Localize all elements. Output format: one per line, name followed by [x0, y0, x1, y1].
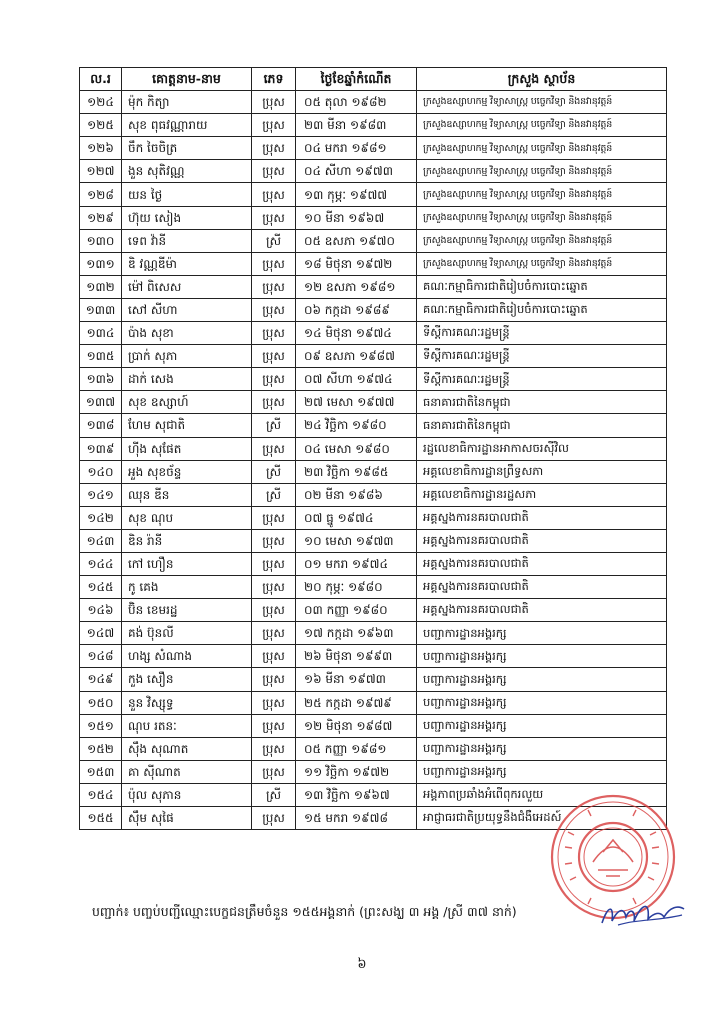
table-row — [80, 714, 667, 737]
cell-name: កៅ ហឿន — [122, 552, 252, 575]
cell-institution: ទីស្តីការគណៈរដ្ឋមន្ត្រី — [417, 345, 667, 368]
table-row — [80, 368, 667, 391]
header-sex: ភេទ — [252, 68, 296, 91]
table-row — [80, 599, 667, 622]
cell-number: ១៥១ — [80, 714, 122, 737]
cell-sex: ស្រី — [252, 229, 296, 252]
table-row — [80, 737, 667, 760]
cell-birthdate: ០៥ ឧសភា ១៩៧០ — [296, 229, 417, 252]
cell-number: ១៤៣ — [80, 529, 122, 552]
cell-institution: បញ្ជាការដ្ឋានអង្គរក្ស — [417, 691, 667, 714]
cell-name: យន ថ្ងៃ — [122, 183, 252, 206]
table-row — [80, 668, 667, 691]
cell-name: ងួន សុតិវណ្ណ — [122, 160, 252, 183]
cell-number: ១៣៦ — [80, 368, 122, 391]
table-row — [80, 275, 667, 298]
cell-name: ប៉ុល សុភាន — [122, 783, 252, 806]
cell-sex: ប្រុស — [252, 529, 296, 552]
table-row — [80, 114, 667, 137]
cell-name: ឈុន ឌីន — [122, 483, 252, 506]
cell-name: គា ស៊ីណាត — [122, 760, 252, 783]
cell-birthdate: ២៤ វិច្ឆិកា ១៩៨០ — [296, 414, 417, 437]
cell-number: ១២៤ — [80, 91, 122, 114]
cell-sex: ប្រុស — [252, 368, 296, 391]
cell-number: ១៣០ — [80, 229, 122, 252]
cell-name: ស៊ឹម សុផៃ — [122, 807, 252, 830]
cell-institution: អគ្គស្នងការនគរបាលជាតិ — [417, 576, 667, 599]
cell-name: ឌិន រ៉ានី — [122, 529, 252, 552]
cell-number: ១៥៣ — [80, 760, 122, 783]
cell-number: ១៣៣ — [80, 298, 122, 321]
table-row — [80, 437, 667, 460]
cell-number: ១៥៤ — [80, 783, 122, 806]
cell-sex: ប្រុស — [252, 714, 296, 737]
header-number: ល.រ — [80, 68, 122, 91]
cell-number: ១៥០ — [80, 691, 122, 714]
cell-birthdate: ១៥ មករា ១៩៧៨ — [296, 807, 417, 830]
cell-birthdate: ០៦ កក្កដា ១៩៨៩ — [296, 298, 417, 321]
cell-name: ទេព វ៉ានី — [122, 229, 252, 252]
cell-name: ហែម សុជាតិ — [122, 414, 252, 437]
cell-sex: ប្រុស — [252, 322, 296, 345]
cell-sex: ប្រុស — [252, 622, 296, 645]
header-birthdate: ថ្ងៃខែឆ្នាំកំណើត — [296, 68, 417, 91]
cell-sex: ប្រុស — [252, 160, 296, 183]
cell-institution: អគ្គស្នងការនគរបាលជាតិ — [417, 506, 667, 529]
table-row — [80, 414, 667, 437]
cell-name: សុខ ណុប — [122, 506, 252, 529]
cell-institution: ក្រសួងឧស្សាហកម្ម វិទ្យាសាស្ត្រ បច្ចេកវិទ្យា និងនវានុវត្តន៍ — [417, 114, 667, 137]
cell-birthdate: ០៣ កញ្ញា ១៩៨០ — [296, 599, 417, 622]
cell-sex: ប្រុស — [252, 437, 296, 460]
cell-birthdate: ០៥ កញ្ញា ១៩៨១ — [296, 737, 417, 760]
cell-number: ១៤២ — [80, 506, 122, 529]
cell-birthdate: ០៤ សីហា ១៩៧៣ — [296, 160, 417, 183]
cell-number: ១៣៨ — [80, 414, 122, 437]
cell-number: ១៣៧ — [80, 391, 122, 414]
cell-name: នួន វិស្សុទ្ធ — [122, 691, 252, 714]
cell-name: គង់ ប៊ុនលី — [122, 622, 252, 645]
cell-number: ១៤០ — [80, 460, 122, 483]
cell-institution: ក្រសួងឧស្សាហកម្ម វិទ្យាសាស្ត្រ បច្ចេកវិទ្យា និងនវានុវត្តន៍ — [417, 183, 667, 206]
cell-birthdate: ០៤ មករា ១៩៨១ — [296, 137, 417, 160]
cell-birthdate: ១០ មេសា ១៩៧៣ — [296, 529, 417, 552]
cell-number: ១៤៤ — [80, 552, 122, 575]
cell-number: ១៣២ — [80, 275, 122, 298]
table-row — [80, 322, 667, 345]
cell-institution: ក្រសួងឧស្សាហកម្ម វិទ្យាសាស្ត្រ បច្ចេកវិទ្យា និងនវានុវត្តន៍ — [417, 252, 667, 275]
cell-sex: ប្រុស — [252, 760, 296, 783]
cell-sex: ប្រុស — [252, 552, 296, 575]
cell-name: ហ៊ុយ សៀង — [122, 206, 252, 229]
cell-sex: ប្រុស — [252, 668, 296, 691]
cell-institution: រដ្ឋលេខាធិការដ្ឋានអាកាសចរស៊ីវិល — [417, 437, 667, 460]
cell-sex: ប្រុស — [252, 576, 296, 599]
cell-sex: ប្រុស — [252, 691, 296, 714]
cell-institution: បញ្ជាការដ្ឋានអង្គរក្ស — [417, 645, 667, 668]
cell-institution: ក្រសួងឧស្សាហកម្ម វិទ្យាសាស្ត្រ បច្ចេកវិទ្យា និងនវានុវត្តន៍ — [417, 229, 667, 252]
cell-birthdate: ១៣ វិច្ឆិកា ១៩៦៧ — [296, 783, 417, 806]
cell-name: ហ៊ីង សុផែត — [122, 437, 252, 460]
cell-institution: អគ្គលេខាធិការដ្ឋានព្រឹទ្ធសភា — [417, 460, 667, 483]
cell-name: ប៊ិន ខេមរដ្ឋ — [122, 599, 252, 622]
table-row — [80, 506, 667, 529]
cell-institution: បញ្ជាការដ្ឋានអង្គរក្ស — [417, 737, 667, 760]
table-row — [80, 137, 667, 160]
cell-number: ១៤៧ — [80, 622, 122, 645]
cell-name: ម៉ុក កិត្យា — [122, 91, 252, 114]
cell-birthdate: ១១ វិច្ឆិកា ១៩៧២ — [296, 760, 417, 783]
cell-sex: ប្រុស — [252, 252, 296, 275]
cell-birthdate: ០៩ ឧសភា ១៩៨៧ — [296, 345, 417, 368]
cell-number: ១២៩ — [80, 206, 122, 229]
cell-birthdate: ០៧ សីហា ១៩៧៤ — [296, 368, 417, 391]
cell-name: ម៉ៅ ពិសេស — [122, 275, 252, 298]
cell-sex: ប្រុស — [252, 345, 296, 368]
table-row — [80, 760, 667, 783]
cell-name: ឌិ វណ្ណឌីម៉ា — [122, 252, 252, 275]
cell-institution: បញ្ជាការដ្ឋានអង្គរក្ស — [417, 760, 667, 783]
cell-birthdate: ១៨ មិថុនា ១៩៧២ — [296, 252, 417, 275]
cell-name: ហង្ស សំណាង — [122, 645, 252, 668]
cell-birthdate: ១០ មីនា ១៩៦៧ — [296, 206, 417, 229]
cell-sex: ស្រី — [252, 483, 296, 506]
cell-institution: អាជ្ញាធរជាតិប្រយុទ្ធនឹងជំងឺអេដស៍ — [417, 807, 667, 830]
header-name: គោត្តនាម-នាម — [122, 68, 252, 91]
cell-number: ១២៨ — [80, 183, 122, 206]
cell-number: ១៤៩ — [80, 668, 122, 691]
cell-name: កួង សឿន — [122, 668, 252, 691]
cell-birthdate: ២០ កុម្ភៈ ១៩៨០ — [296, 576, 417, 599]
table-row — [80, 298, 667, 321]
cell-name: ស៊ឹង សុណាត — [122, 737, 252, 760]
table-row — [80, 645, 667, 668]
cell-institution: អគ្គលេខាធិការដ្ឋានរដ្ឋសភា — [417, 483, 667, 506]
cell-name: ណុប រតនៈ — [122, 714, 252, 737]
table-body — [80, 91, 667, 830]
cell-number: ១២៥ — [80, 114, 122, 137]
cell-number: ១៤៦ — [80, 599, 122, 622]
table-header-row — [80, 68, 667, 91]
cell-birthdate: ០១ មករា ១៩៧៤ — [296, 552, 417, 575]
cell-birthdate: ២៣ វិច្ឆិកា ១៩៨៥ — [296, 460, 417, 483]
cell-name: សុខ ពុធវណ្ណារាយ — [122, 114, 252, 137]
handwritten-signature — [598, 895, 688, 931]
cell-number: ១២៧ — [80, 160, 122, 183]
cell-institution: បញ្ជាការដ្ឋានអង្គរក្ស — [417, 622, 667, 645]
table-row — [80, 345, 667, 368]
table-row — [80, 229, 667, 252]
cell-institution: អគ្គស្នងការនគរបាលជាតិ — [417, 529, 667, 552]
cell-sex: ប្រុស — [252, 183, 296, 206]
cell-institution: ទីស្តីការគណៈរដ្ឋមន្ត្រី — [417, 322, 667, 345]
cell-number: ១៥៥ — [80, 807, 122, 830]
cell-sex: ប្រុស — [252, 599, 296, 622]
cell-number: ១៤១ — [80, 483, 122, 506]
header-institution: ក្រសួង ស្ថាប័ន — [417, 68, 667, 91]
cell-institution: បញ្ជាការដ្ឋានអង្គរក្ស — [417, 714, 667, 737]
cell-sex: ប្រុស — [252, 807, 296, 830]
cell-birthdate: ១៧ កក្កដា ១៩៦៣ — [296, 622, 417, 645]
cell-institution: គណៈកម្មាធិការជាតិរៀបចំការបោះឆ្នោត — [417, 275, 667, 298]
cell-institution: ក្រសួងឧស្សាហកម្ម វិទ្យាសាស្ត្រ បច្ចេកវិទ្យា និងនវានុវត្តន៍ — [417, 206, 667, 229]
cell-sex: ប្រុស — [252, 114, 296, 137]
table-row — [80, 206, 667, 229]
cell-sex: ប្រុស — [252, 391, 296, 414]
cell-birthdate: ១២ មិថុនា ១៩៨៧ — [296, 714, 417, 737]
cell-name: សុខ ឧស្សាហ៍ — [122, 391, 252, 414]
table-row — [80, 460, 667, 483]
cell-birthdate: ២៧ មេសា ១៩៧៧ — [296, 391, 417, 414]
cell-name: ប៉ាង សុខា — [122, 322, 252, 345]
cell-number: ១៥២ — [80, 737, 122, 760]
cell-institution: ក្រសួងឧស្សាហកម្ម វិទ្យាសាស្ត្រ បច្ចេកវិទ្យា និងនវានុវត្តន៍ — [417, 160, 667, 183]
cell-number: ១៣៩ — [80, 437, 122, 460]
cell-institution: ក្រសួងឧស្សាហកម្ម វិទ្យាសាស្ត្រ បច្ចេកវិទ្យា និងនវានុវត្តន៍ — [417, 137, 667, 160]
cell-birthdate: ១៦ មីនា ១៩៧៣ — [296, 668, 417, 691]
table-row — [80, 576, 667, 599]
cell-birthdate: ០៥ តុលា ១៩៨២ — [296, 91, 417, 114]
cell-birthdate: ២៥ កក្កដា ១៩៧៩ — [296, 691, 417, 714]
cell-name: សៅ សីហា — [122, 298, 252, 321]
table-row — [80, 691, 667, 714]
cell-institution: ធនាគារជាតិនៃកម្ពុជា — [417, 391, 667, 414]
cell-name: ចឹក ចៃចិត្រ — [122, 137, 252, 160]
cell-sex: ប្រុស — [252, 506, 296, 529]
cell-birthdate: ១២ ឧសភា ១៩៨១ — [296, 275, 417, 298]
cell-birthdate: ០២ មីនា ១៩៨៦ — [296, 483, 417, 506]
cell-number: ១៣៤ — [80, 322, 122, 345]
cell-birthdate: ២៣ មីនា ១៩៨៣ — [296, 114, 417, 137]
table-row — [80, 252, 667, 275]
cell-number: ១៤៥ — [80, 576, 122, 599]
cell-number: ១៣៥ — [80, 345, 122, 368]
cell-sex: ប្រុស — [252, 275, 296, 298]
cell-name: ប្រាក់ សុភា — [122, 345, 252, 368]
table-row — [80, 91, 667, 114]
cell-name: ដាក់ សេង — [122, 368, 252, 391]
cell-institution: គណៈកម្មាធិការជាតិរៀបចំការបោះឆ្នោត — [417, 298, 667, 321]
cell-institution: បញ្ជាការដ្ឋានអង្គរក្ស — [417, 668, 667, 691]
cell-birthdate: ១៤ មិថុនា ១៩៧៤ — [296, 322, 417, 345]
cell-institution: ទីស្តីការគណៈរដ្ឋមន្ត្រី — [417, 368, 667, 391]
table-row — [80, 622, 667, 645]
cell-sex: ស្រី — [252, 414, 296, 437]
page-number: ៦ — [357, 957, 367, 972]
cell-sex: ប្រុស — [252, 645, 296, 668]
table-row — [80, 483, 667, 506]
cell-sex: ស្រី — [252, 783, 296, 806]
table-row — [80, 552, 667, 575]
cell-institution: អគ្គស្នងការនគរបាលជាតិ — [417, 552, 667, 575]
cell-sex: ស្រី — [252, 460, 296, 483]
cell-birthdate: ០៤ មេសា ១៩៨០ — [296, 437, 417, 460]
cell-number: ១៤៨ — [80, 645, 122, 668]
table-row — [80, 529, 667, 552]
cell-birthdate: ០៧ ធ្នូ ១៩៧៤ — [296, 506, 417, 529]
cell-name: កូ គេង — [122, 576, 252, 599]
footnote: បញ្ជាក់៖ បញ្ចប់បញ្ជីឈ្មោះបេក្ខជនត្រឹមចំនួន ១៥៥អង្គនាក់ (ព្រះសង្ឃ ៣ អង្គ /ស្រី ៣៧ នាក់) — [92, 904, 517, 919]
cell-number: ១៣១ — [80, 252, 122, 275]
table-row — [80, 160, 667, 183]
cell-number: ១២៦ — [80, 137, 122, 160]
cell-institution: ធនាគារជាតិនៃកម្ពុជា — [417, 414, 667, 437]
cell-birthdate: ២៦ មិថុនា ១៩៩៣ — [296, 645, 417, 668]
cell-institution: ក្រសួងឧស្សាហកម្ម វិទ្យាសាស្ត្រ បច្ចេកវិទ្យា និងនវានុវត្តន៍ — [417, 91, 667, 114]
table-row — [80, 183, 667, 206]
cell-sex: ប្រុស — [252, 737, 296, 760]
cell-sex: ប្រុស — [252, 137, 296, 160]
cell-name: អួង សុខច័ន្ទ — [122, 460, 252, 483]
cell-sex: ប្រុស — [252, 298, 296, 321]
cell-birthdate: ១៣ កុម្ភៈ ១៩៧៧ — [296, 183, 417, 206]
table-row — [80, 391, 667, 414]
cell-institution: អគ្គស្នងការនគរបាលជាតិ — [417, 599, 667, 622]
cell-sex: ប្រុស — [252, 91, 296, 114]
cell-institution: អង្គភាពប្រឆាំងអំពើពុករលួយ — [417, 783, 667, 806]
cell-sex: ប្រុស — [252, 206, 296, 229]
candidate-table — [79, 67, 667, 830]
